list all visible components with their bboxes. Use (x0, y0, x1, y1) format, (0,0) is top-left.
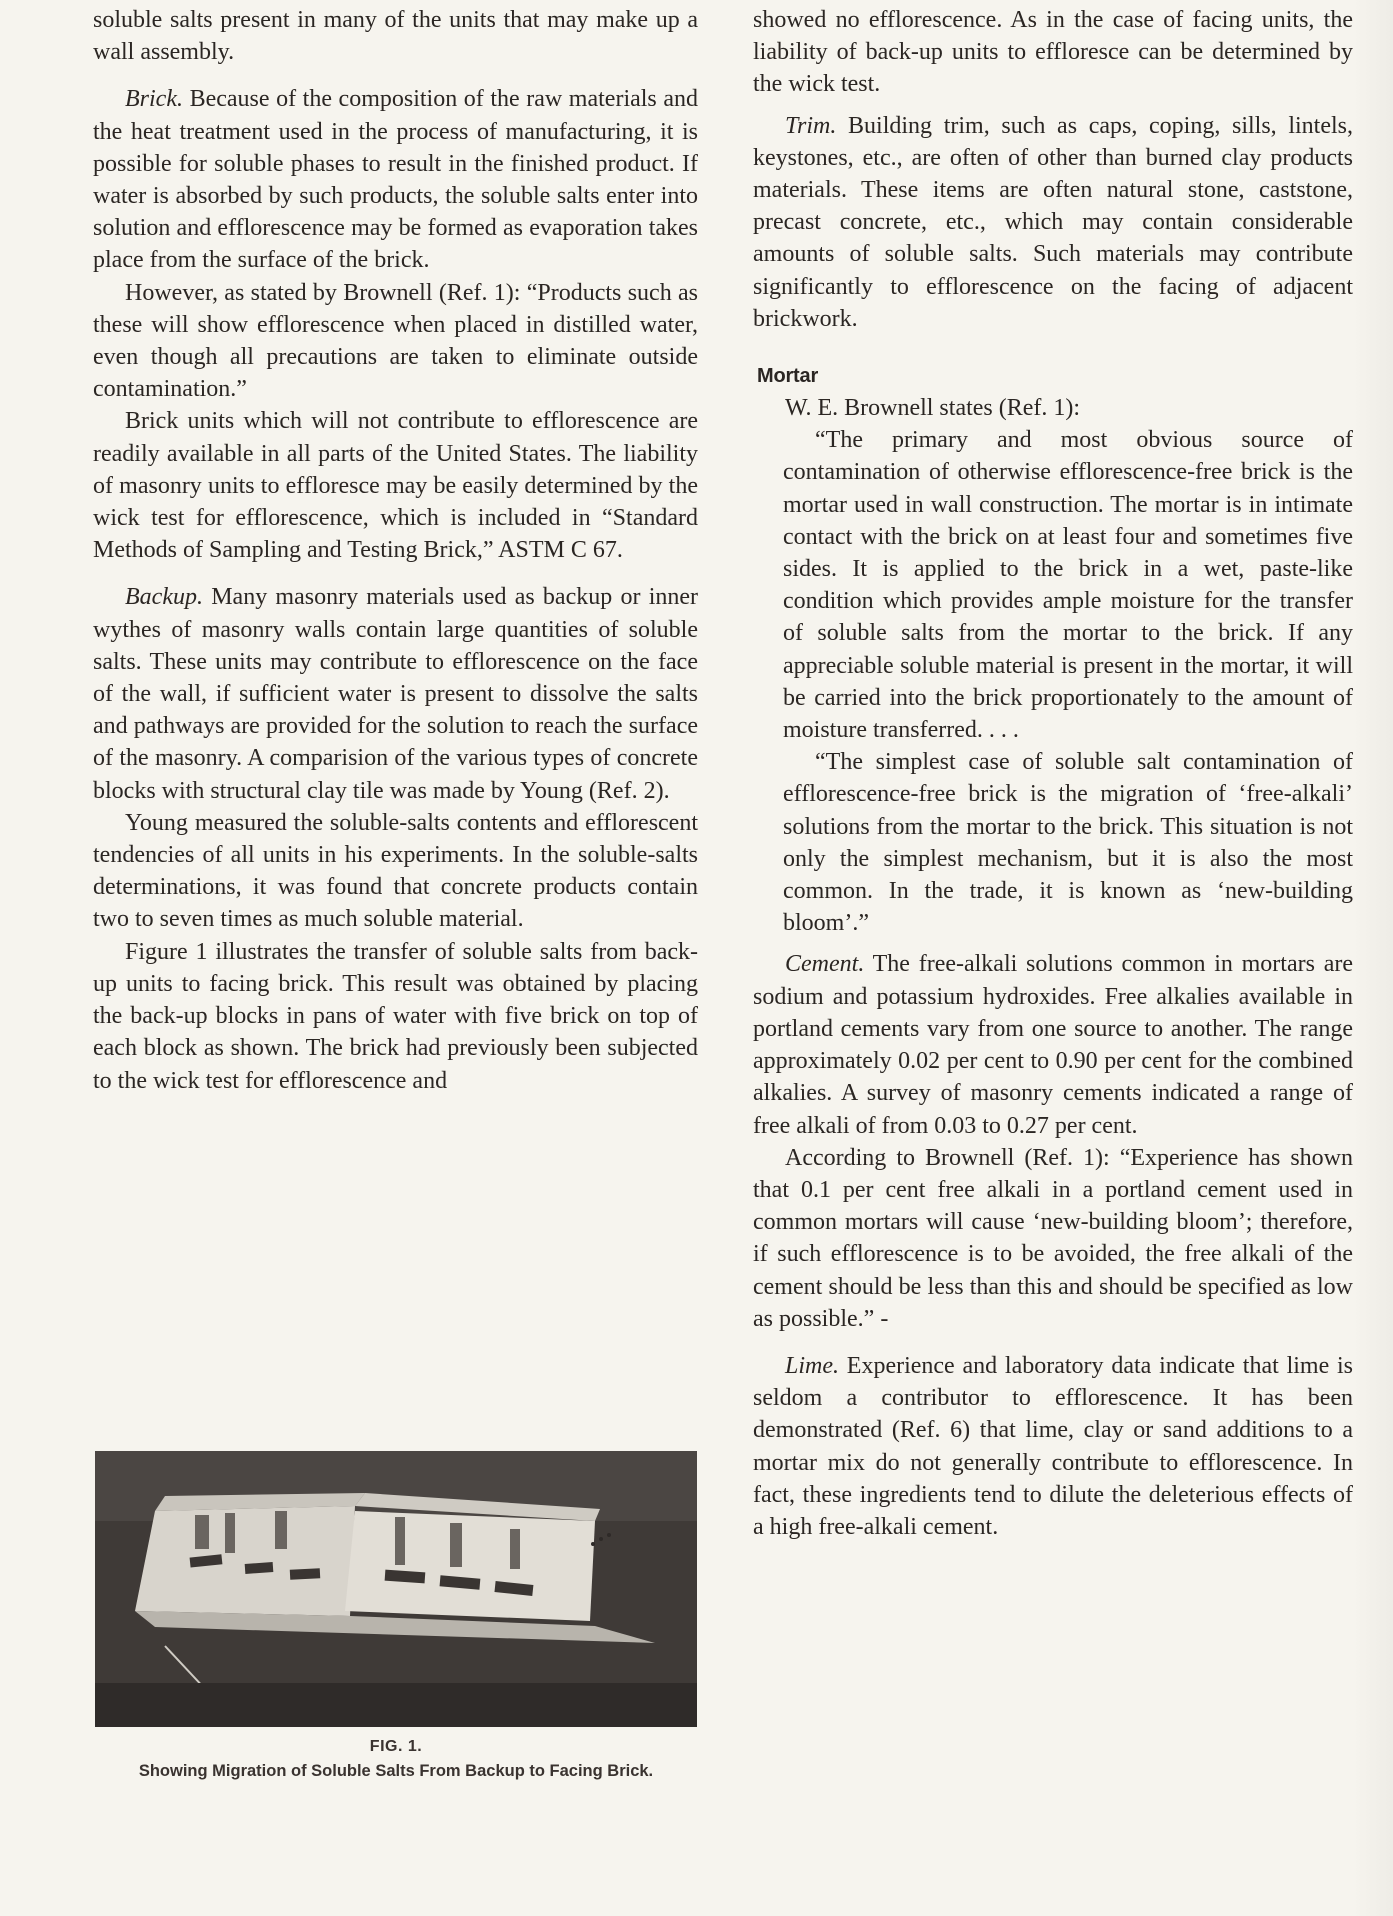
section-heading-mortar: Mortar (757, 365, 819, 388)
paragraph-brownell-quote: However, as stated by Brownell (Ref. 1): “Products such as these will show efflorescence when placed in distilled water, even though all precautions are taken to eliminate outside contamination.” (93, 279, 698, 403)
paragraph-brick-units: Brick units which will not contribute to efflorescence are readily available in all parts of the United States. The liability of masonry units to effloresce may be easily determined by the wick test for efflorescence, which is included in “Standard Methods of Sampling and Testing Brick,” ASTM C 67. (93, 408, 698, 564)
run-in-heading-cement: Cement. (785, 951, 865, 978)
figure-caption (95, 1735, 697, 1783)
left-column (93, 4, 698, 1097)
quote-paragraph-2: “The simplest case of soluble salt contamination of efflorescence-free brick is the migration of ‘free-alkali’ solutions from the mortar to the brick. This situation is not only the simplest mechanism, but it is also the most common. In the trade, it is known as ‘new-building bloom’.” (783, 749, 1353, 937)
paragraph-lime-text: Experience and laboratory data indicate that lime is seldom a contributor to efflorescence. It has been demonstrated (Ref. 6) that lime, clay or sand additions to a mortar mix do not generally contribute to efflorescence. In fact, these ingredients tend to dilute the deleterious effects of a high free-alkali cement. (753, 1352, 1354, 1540)
run-in-heading-backup: Backup. (125, 584, 203, 611)
paragraph-brick (93, 83, 698, 276)
figure-caption-text: Showing Migration of Soluble Salts From Backup to Facing Brick. (138, 1762, 654, 1780)
paragraph-cement-text: The free-alkali solutions common in mortars are sodium and potassium hydroxides. Free alkalies available in portland cements vary from one source to another. The range approximately 0.02 per cent to 0.90 per cent for the combined alkalies. A survey of masonry cements indicated a range of free alkali of from 0.03 to 0.27 per cent. (753, 951, 1353, 1139)
blocks-photo-illustration (95, 1451, 697, 1727)
paragraph-figure-reference: Figure 1 illustrates the transfer of soluble salts from back-up units to facing brick. This result was obtained by placing the back-up blocks in pans of water with five brick on top of each block as shown. The brick had previously been subjected to the wick test for efflorescence and (93, 938, 698, 1094)
figure-number: FIG. 1. (369, 1738, 423, 1755)
paragraph-trim-text: Building trim, such as caps, coping, sills, lintels, keystones, etc., are often of other than burned clay products materials. These items are often natural stone, caststone, precast concrete, etc., which may contain considerable amounts of soluble salts. Such materials may contribute significantly to efflorescence on the facing of adjacent brickwork. (753, 112, 1353, 332)
figure-photo (95, 1451, 697, 1727)
paragraph-trim (753, 110, 1353, 335)
paragraph-brownell-states: W. E. Brownell states (Ref. 1): (785, 395, 1081, 422)
paragraph-young: Young measured the soluble-salts contents and efflorescent tendencies of all units in his experiments. In the soluble-salts determinations, it was found that concrete products contain two to seven times as much soluble material. (93, 809, 698, 933)
run-in-heading-brick: Brick. (125, 86, 183, 113)
paragraph-backup (93, 581, 698, 806)
run-in-heading-trim: Trim. (785, 112, 837, 139)
run-in-heading-lime: Lime. (785, 1352, 839, 1379)
quote-paragraph-1: “The primary and most obvious source of contamination of otherwise efflorescence-free brick is the mortar used in wall construction. The mortar is in intimate contact with the brick on at least four and sometimes five sides. It is applied to the brick in a wet, paste-like condition which provides ample moisture for the transfer of soluble salts from the mortar to the brick. If any appreciable soluble material is present in the mortar, it will be carried into the brick proportionately to the amount of moisture transferred. . . . (783, 427, 1353, 744)
right-column (753, 4, 1353, 1543)
paragraph-intro: soluble salts present in many of the units that may make up a wall assembly. (93, 7, 698, 66)
paragraph-backup-text: Many masonry materials used as backup or inner wythes of masonry walls contain large quantities of soluble salts. These units may contribute to efflorescence on the face of the wall, if sufficient water is present to dissolve the salts and pathways are provided for the solution to reach the surface of the masonry. A comparision of the various types of concrete blocks with structural clay tile was made by Young (Ref. 2). (93, 584, 699, 804)
figure-1 (95, 1451, 697, 1783)
block-quote (753, 424, 1353, 939)
paragraph-according: According to Brownell (Ref. 1): “Experience has shown that 0.1 per cent free alkali in a portland cement used in common mortars will cause ‘new-building bloom’; therefore, if such efflorescence is to be avoided, the free alkali of the cement should be less than this and should be specified as low as possible.” - (753, 1144, 1353, 1332)
paragraph-lime (753, 1350, 1353, 1543)
paragraph-cement (753, 948, 1353, 1141)
page-edge-shadow (1353, 0, 1393, 1916)
paragraph-continued: showed no efflorescence. As in the case of facing units, the liability of back-up units to effloresce can be determined by the wick test. (753, 7, 1353, 98)
paragraph-brick-text: Because of the composition of the raw materials and the heat treatment used in the process of manufacturing, it is possible for soluble phases to result in the finished product. If water is absorbed by such products, the soluble salts enter into solution and efflorescence may be formed as evaporation takes place from the surface of the brick. (93, 86, 698, 274)
